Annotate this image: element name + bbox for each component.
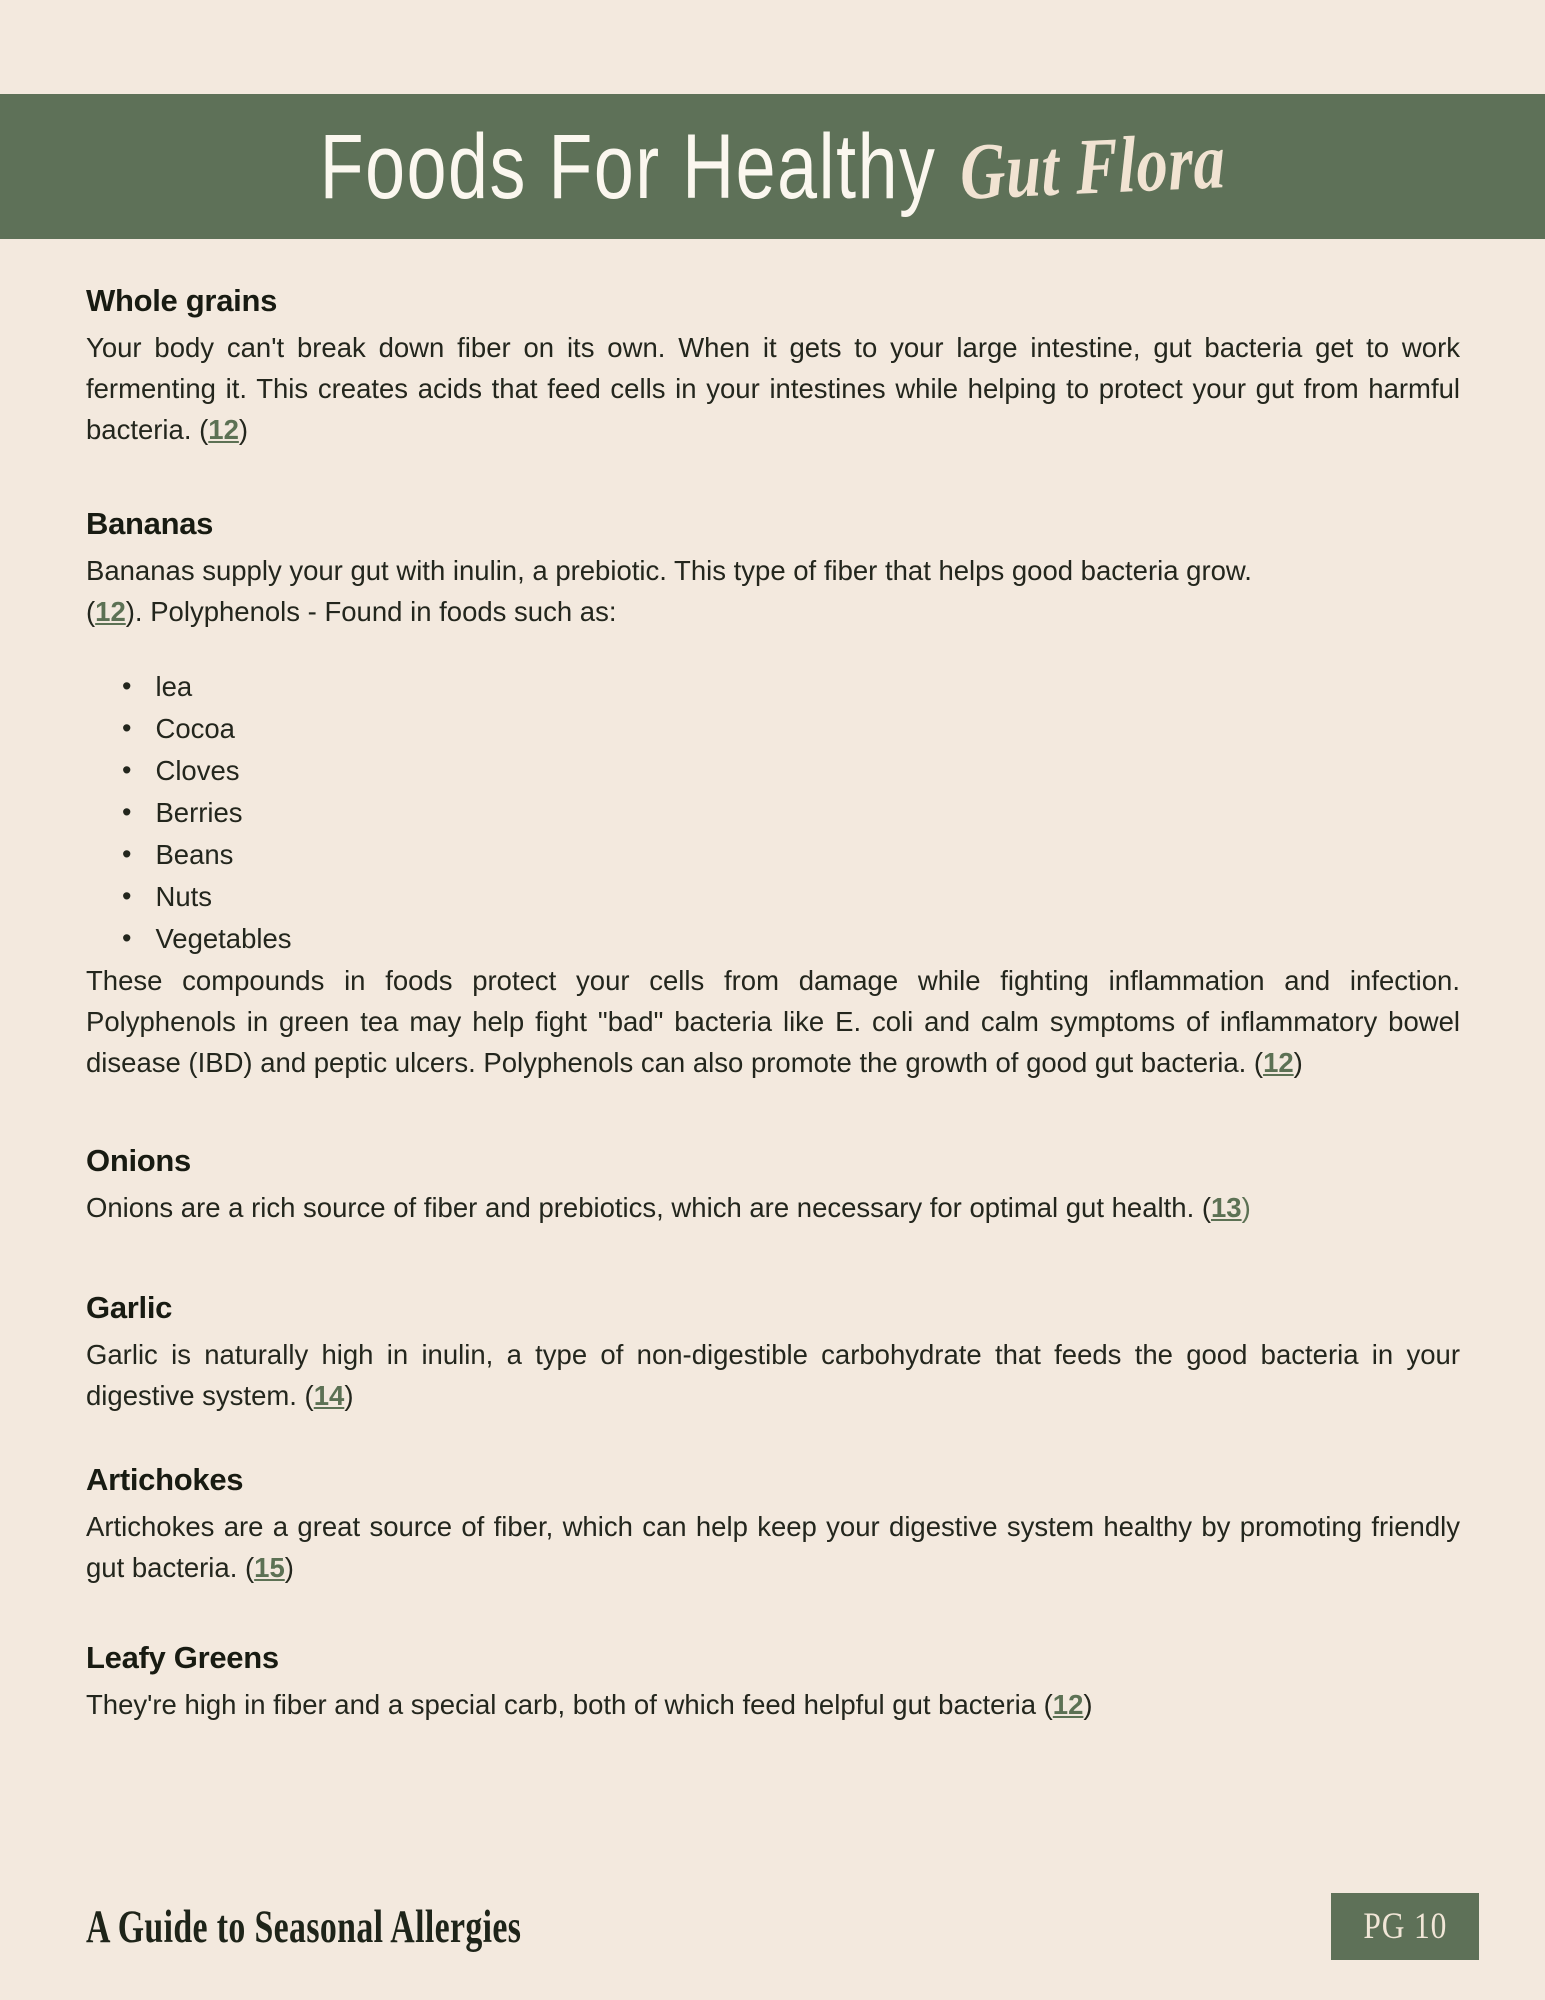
paragraph xyxy=(86,1684,1460,1725)
section-heading: Whole grains xyxy=(86,283,278,318)
paragraph xyxy=(86,1506,1460,1588)
paragraph-text: They're high in fiber and a special carb, both of which feed helpful gut bacteria ( xyxy=(86,1689,1053,1720)
paragraph-text: Your body can't break down fiber on its own. When it gets to your large intestine, gut bacteria get to work fermenting it. This creates acids that feed cells in your intestines while helping to protect your gut from harmful bacteria. ( xyxy=(86,332,1460,445)
paragraph-text: ) xyxy=(238,414,249,445)
list-item: • Nuts xyxy=(122,876,1460,918)
paragraph-text: ) xyxy=(344,1380,354,1411)
citation-link-12[interactable]: 12 xyxy=(208,414,239,445)
paragraph-text: Garlic is naturally high in inulin, a type of non-digestible carbohydrate that feeds the good bacteria in your digestive system. ( xyxy=(86,1339,1460,1411)
section-heading: Onions xyxy=(86,1143,191,1178)
paragraph xyxy=(86,1334,1460,1416)
page-number-label: PG 10 xyxy=(1363,1906,1447,1947)
section-leafy-greens xyxy=(86,1640,1460,1725)
paragraph-text: ) xyxy=(1241,1192,1251,1223)
paragraph xyxy=(86,550,1460,632)
paragraph-text: ) xyxy=(1083,1689,1093,1720)
page-footer xyxy=(86,1893,1479,1960)
section-garlic xyxy=(86,1290,1460,1416)
section-bananas xyxy=(86,506,1460,1083)
section-whole-grains xyxy=(86,283,1460,450)
page-title-main: Foods For Healthy xyxy=(319,115,937,218)
paragraph xyxy=(86,1187,1460,1228)
section-heading: Leafy Greens xyxy=(86,1640,279,1675)
page-title xyxy=(319,115,1227,218)
paragraph xyxy=(86,960,1460,1083)
citation-link-12[interactable]: 12 xyxy=(1052,1689,1084,1720)
list-item: • lea xyxy=(122,666,1460,708)
paragraph-text: ) xyxy=(1293,1047,1303,1078)
paragraph xyxy=(86,327,1460,450)
page-title-script: Gut Flora xyxy=(958,116,1227,217)
citation-link-15[interactable]: 15 xyxy=(254,1552,285,1583)
section-onions xyxy=(86,1143,1460,1228)
paragraph-text: ) xyxy=(284,1552,294,1583)
section-heading: Bananas xyxy=(86,506,214,541)
paragraph-text: Onions are a rich source of fiber and prebiotics, which are necessary for optimal gut health. ( xyxy=(86,1192,1212,1223)
page-number-badge xyxy=(1331,1893,1479,1960)
paragraph-text: ). Polyphenols - Found in foods such as: xyxy=(125,596,617,627)
paragraph-text: Artichokes are a great source of fiber, which can help keep your digestive system healthy by promoting friendly gut bacteria. ( xyxy=(86,1511,1460,1583)
section-heading: Artichokes xyxy=(86,1462,244,1497)
page-header-banner xyxy=(0,94,1545,239)
list-item: • Berries xyxy=(122,792,1460,834)
citation-link-14[interactable]: 14 xyxy=(313,1380,345,1411)
list-item: • Cocoa xyxy=(122,708,1460,750)
list-item: • Vegetables xyxy=(122,918,1460,960)
book-title: A Guide to Seasonal Allergies xyxy=(86,1900,522,1953)
list-item: • Cloves xyxy=(122,750,1460,792)
paragraph-text: These compounds in foods protect your cells from damage while fighting inflammation and infection. Polyphenols in green tea may help fight "bad" bacteria like E. coli and calm symptoms of inflammatory bowel disease (IBD) and peptic ulcers. Polyphenols can also promote the growth of good gut bacteria. ( xyxy=(86,965,1460,1078)
list-item: • Beans xyxy=(122,834,1460,876)
polyphenol-food-list xyxy=(86,666,1460,960)
section-heading: Garlic xyxy=(86,1290,173,1325)
citation-link-12[interactable]: 12 xyxy=(95,596,126,627)
paragraph-text: Bananas supply your gut with inulin, a prebiotic. This type of fiber that helps good bacteria grow. xyxy=(86,555,1252,586)
paragraph-text: ( xyxy=(86,596,96,627)
page-content xyxy=(86,283,1460,1725)
citation-link-13[interactable]: 13 xyxy=(1211,1192,1242,1223)
section-artichokes xyxy=(86,1462,1460,1588)
citation-link-12[interactable]: 12 xyxy=(1263,1047,1294,1078)
